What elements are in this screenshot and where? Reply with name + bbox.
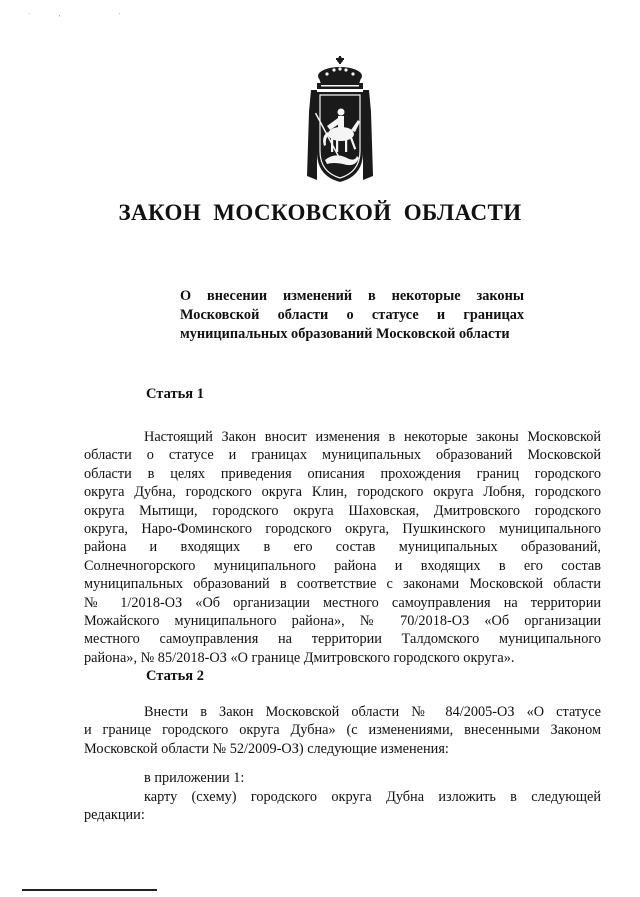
article-1-heading: Статья 1 bbox=[146, 386, 204, 402]
text-line: округа Дубна, городского округа Клин, городского округа Лобня, городского bbox=[84, 484, 601, 501]
text-line: Московской области № 52/2009-ОЗ) следующие изменения: bbox=[84, 740, 449, 757]
subject-line: муниципальных образований Московской области bbox=[180, 326, 510, 342]
law-subject bbox=[180, 287, 524, 344]
text-line: местного самоуправления на территории Талдомского муниципального bbox=[84, 631, 601, 648]
text-line: области в целях приведения описания прохождения границ городского bbox=[84, 465, 601, 482]
scan-artifacts: ·‚ · bbox=[28, 10, 149, 18]
text-line: округа Мытищи, городского округа Шаховская, Дмитровского городского bbox=[84, 502, 601, 519]
text-line: Внести в Закон Московской области № 84/2005-ОЗ «О статусе bbox=[144, 704, 601, 720]
text-line: в приложении 1: bbox=[144, 770, 245, 786]
article-2-heading: Статья 2 bbox=[146, 668, 204, 684]
text-line: района и входящих в его состав муниципальных образований, bbox=[84, 539, 601, 556]
text-line: Можайского муниципального района», № 70/2018-ОЗ «Об организации bbox=[84, 613, 601, 630]
text-line: № 1/2018-ОЗ «Об организации местного самоуправления на территории bbox=[84, 594, 601, 611]
subject-line: Московской области о статусе и границах bbox=[180, 307, 524, 323]
text-line: округа, Наро-Фоминского городского округа, Пушкинского муниципального bbox=[84, 521, 601, 538]
text-line: Солнечногорского муниципального района и входящих в его состав bbox=[84, 557, 601, 574]
text-line: и границе городского округа Дубна» (с изменениями, внесенными Законом bbox=[84, 722, 601, 739]
subject-line: О внесении изменений в некоторые законы bbox=[180, 288, 524, 304]
law-title: ЗАКОН МОСКОВСКОЙ ОБЛАСТИ bbox=[118, 200, 522, 225]
text-line: области о статусе и границах муниципальных образований Московской bbox=[84, 447, 601, 464]
map-amendment bbox=[84, 788, 601, 825]
text-line: района», № 85/2018-ОЗ «О границе Дмитровского городского округа». bbox=[84, 649, 515, 666]
text-line: муниципальных образований в соответствие с законами Московской области bbox=[84, 576, 601, 593]
coat-of-arms-icon bbox=[297, 52, 383, 184]
text-line: редакции: bbox=[84, 807, 145, 824]
text-line: карту (схему) городского округа Дубна изложить в следующей bbox=[144, 789, 601, 805]
text-line: Настоящий Закон вносит изменения в некоторые законы Московской bbox=[144, 429, 601, 445]
article-1-text bbox=[84, 428, 601, 667]
appendix-reference bbox=[84, 769, 601, 787]
footer-divider bbox=[22, 889, 157, 891]
article-2-intro bbox=[84, 703, 601, 758]
